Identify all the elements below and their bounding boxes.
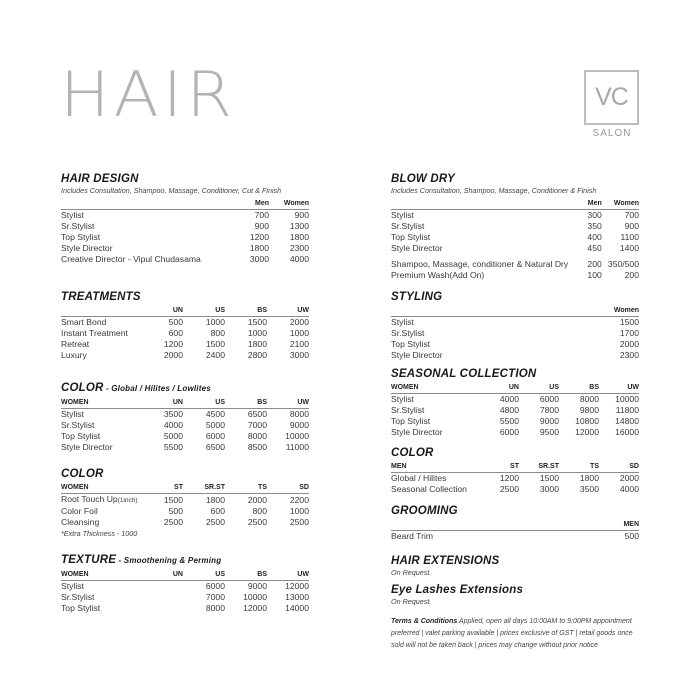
price: 1800	[289, 232, 309, 242]
table-header-row	[391, 306, 639, 317]
service-name: Stylist	[391, 394, 414, 404]
grooming-table	[391, 520, 639, 542]
column-header: WOMEN	[61, 483, 141, 494]
price: 1800	[247, 339, 267, 349]
price: 6000	[205, 581, 225, 591]
table-row	[391, 210, 639, 222]
column-header: UN	[141, 570, 183, 581]
section-hair-design	[61, 172, 309, 265]
column-header: UW	[267, 306, 309, 317]
column-header: BS	[225, 306, 267, 317]
price: 1800	[579, 473, 599, 483]
price: 2800	[247, 350, 267, 360]
service-name: Sr.Stylist	[391, 328, 425, 338]
price: 2500	[163, 517, 183, 527]
price: 900	[254, 221, 269, 231]
section-styling	[391, 290, 639, 361]
service-name: Stylist	[391, 317, 414, 327]
color-global-table	[61, 398, 309, 453]
section-texture	[61, 553, 309, 614]
column-header: Women	[269, 199, 309, 210]
price: 3500	[163, 409, 183, 419]
column-header: BS	[559, 383, 599, 394]
service-name: Top Stylist	[61, 232, 101, 242]
table-row	[61, 506, 309, 517]
service-name: Sr.Stylist	[61, 592, 95, 602]
column-header	[391, 306, 589, 317]
column-header: US	[183, 306, 225, 317]
price: 14800	[615, 416, 639, 426]
service-name: Sr.Stylist	[61, 420, 95, 430]
price: 500	[168, 506, 183, 516]
column-header	[61, 199, 229, 210]
table-row	[391, 350, 639, 361]
table-header-row	[61, 199, 309, 210]
service-name: Top Stylist	[391, 339, 431, 349]
price: 350	[587, 221, 602, 231]
column-header: UN	[141, 398, 183, 409]
column-header	[391, 199, 568, 210]
table-header-row	[61, 398, 309, 409]
service-name: Style Director	[391, 350, 443, 360]
price: 14000	[285, 603, 309, 613]
column-header: BS	[225, 398, 267, 409]
price: 11000	[285, 442, 309, 452]
section-title: Eye Lashes Extensions	[391, 584, 524, 596]
service-name: Style Director	[391, 427, 443, 437]
column-header: UW	[599, 383, 639, 394]
price: 200	[624, 270, 639, 280]
service-name: Instant Treatment	[61, 328, 128, 338]
section-color-men	[391, 446, 639, 495]
terms-label: Terms & Conditions	[391, 618, 458, 625]
section-title	[61, 381, 309, 396]
service-name: Seasonal Collection	[391, 484, 467, 494]
service-name: Sr.Stylist	[61, 221, 95, 231]
price: 2500	[247, 517, 267, 527]
price: 10000	[285, 431, 309, 441]
service-name: Top Stylist	[61, 603, 101, 613]
price: 10800	[575, 416, 599, 426]
service-label: Root Touch Up	[61, 494, 118, 504]
service-name: Luxury	[61, 350, 87, 360]
table-row	[61, 328, 309, 339]
price: 12000	[285, 581, 309, 591]
price: 900	[294, 210, 309, 220]
section-subtitle: - Smoothening & Perming	[116, 556, 222, 565]
price: 9500	[539, 427, 559, 437]
table-header-row	[61, 306, 309, 317]
price: 300	[587, 210, 602, 220]
section-title: TREATMENTS	[61, 291, 141, 303]
column-header: UN	[141, 306, 183, 317]
price: 2000	[619, 473, 639, 483]
column-header: UW	[267, 570, 309, 581]
price: 1000	[289, 328, 309, 338]
service-name: Beard Trim	[391, 531, 434, 541]
table-row	[391, 243, 639, 254]
table-row	[61, 431, 309, 442]
service-name: Stylist	[61, 210, 84, 220]
section-note: On Request.	[391, 568, 432, 577]
price: 2400	[205, 350, 225, 360]
price: 12000	[575, 427, 599, 437]
seasonal-table	[391, 383, 639, 438]
section-title: COLOR	[391, 447, 434, 459]
table-row	[61, 350, 309, 361]
price: 5500	[163, 442, 183, 452]
price: 800	[252, 506, 267, 516]
price: 5000	[205, 420, 225, 430]
table-row	[391, 416, 639, 427]
column-header: UW	[267, 398, 309, 409]
price: 8500	[247, 442, 267, 452]
service-name: Style Director	[61, 442, 113, 452]
price: 1400	[619, 243, 639, 253]
styling-table	[391, 306, 639, 361]
section-color-women	[61, 467, 309, 539]
column-header	[61, 306, 141, 317]
price: 8000	[289, 409, 309, 419]
price: 2300	[619, 350, 639, 360]
column-header: SD	[599, 462, 639, 473]
section-note: Includes Consultation, Shampoo, Massage, Conditioner, Cut & Finish	[61, 186, 282, 195]
price: 600	[168, 328, 183, 338]
price: 4000	[163, 420, 183, 430]
price: 7000	[205, 592, 225, 602]
column-header: WOMEN	[61, 398, 141, 409]
column-header: Women	[602, 199, 639, 210]
table-header-row	[391, 520, 639, 531]
table-row	[61, 243, 309, 254]
price: 2500	[499, 484, 519, 494]
price: 800	[210, 328, 225, 338]
table-row	[61, 420, 309, 431]
price: 450	[587, 243, 602, 253]
service-name: Top Stylist	[391, 416, 431, 426]
column-header: BS	[225, 570, 267, 581]
price: 1200	[499, 473, 519, 483]
column-header	[391, 520, 589, 531]
price: 1300	[289, 221, 309, 231]
price: 600	[210, 506, 225, 516]
color-women-table	[61, 483, 309, 528]
service-name: Smart Bond	[61, 317, 107, 327]
table-row	[391, 317, 639, 329]
price: 500	[168, 317, 183, 327]
price: 700	[624, 210, 639, 220]
price	[141, 581, 183, 593]
section-title: SEASONAL COLLECTION	[391, 368, 537, 380]
service-name: Top Stylist	[61, 431, 101, 441]
column-header: TS	[559, 462, 599, 473]
column-header: WOMEN	[61, 570, 141, 581]
price: 2000	[289, 317, 309, 327]
price: 6000	[539, 394, 559, 404]
price: 5000	[163, 431, 183, 441]
price: 1000	[247, 328, 267, 338]
price: 6000	[499, 427, 519, 437]
service-qualifier: (1inch)	[117, 497, 138, 504]
service-name: Cleansing	[61, 517, 100, 527]
terms-text: Applied, open all days 10:00AM to 9:00PM appointment preferred | valet parking available | prices exclusive of GST | retail goods once sold will not be taken back | prices may change without prior notice	[391, 618, 633, 649]
price: 1500	[619, 317, 639, 327]
section-note: On Request.	[391, 597, 432, 606]
table-row	[391, 339, 639, 350]
price: 2000	[163, 350, 183, 360]
table-row	[391, 473, 639, 485]
section-title: STYLING	[391, 291, 443, 303]
table-header-row	[391, 462, 639, 473]
column-header: TS	[225, 483, 267, 494]
price: 200	[587, 259, 602, 269]
table-row	[391, 427, 639, 438]
section-grooming	[391, 504, 639, 542]
price: 900	[624, 221, 639, 231]
table-row	[391, 259, 639, 270]
texture-table	[61, 570, 309, 614]
table-row	[61, 442, 309, 453]
table-row	[391, 232, 639, 243]
price: 9000	[539, 416, 559, 426]
service-name: Sr.Stylist	[391, 221, 425, 231]
table-row	[61, 494, 309, 507]
price: 4000	[289, 254, 309, 264]
section-title: GROOMING	[391, 505, 458, 517]
price: 1500	[247, 317, 267, 327]
price: 8000	[247, 431, 267, 441]
service-name: Premium Wash(Add On)	[391, 270, 485, 280]
price: 100	[587, 270, 602, 280]
column-header: SR.ST	[519, 462, 559, 473]
table-row	[61, 603, 309, 614]
price: 5500	[499, 416, 519, 426]
table-row	[61, 592, 309, 603]
section-subtitle: - Global / Hilites / Lowlites	[103, 384, 211, 393]
price: 3000	[249, 254, 269, 264]
price: 700	[254, 210, 269, 220]
table-row	[61, 409, 309, 421]
table-row	[391, 394, 639, 406]
column-header: Women	[589, 306, 639, 317]
table-row	[61, 581, 309, 593]
price: 2000	[247, 494, 267, 505]
treatments-table	[61, 306, 309, 361]
service-name: Stylist	[61, 581, 84, 591]
service-name: Sr.Stylist	[391, 405, 425, 415]
column-header: ST	[141, 483, 183, 494]
price: 4000	[619, 484, 639, 494]
price: 9000	[247, 581, 267, 591]
price: 7000	[247, 420, 267, 430]
footnote: *Extra Thickness - 1000	[61, 529, 138, 538]
price: 500	[624, 531, 639, 541]
price: 11800	[615, 405, 639, 415]
column-header: ST	[479, 462, 519, 473]
service-name: Color Foil	[61, 506, 98, 516]
price: 2000	[619, 339, 639, 349]
price: 1800	[205, 494, 225, 505]
column-header: Men	[568, 199, 602, 210]
price: 1100	[620, 232, 639, 242]
price: 400	[587, 232, 602, 242]
blow-dry-table	[391, 199, 639, 281]
column-header: SR.ST	[183, 483, 225, 494]
section-title-main: COLOR	[61, 382, 104, 394]
price: 2300	[289, 243, 309, 253]
price	[141, 603, 183, 614]
price: 350/500	[607, 259, 639, 269]
price: 4000	[499, 394, 519, 404]
price: 2500	[205, 517, 225, 527]
color-men-table	[391, 462, 639, 495]
price: 10000	[615, 394, 639, 404]
section-title: BLOW DRY	[391, 173, 455, 185]
table-row	[61, 221, 309, 232]
price: 2100	[289, 339, 309, 349]
price: 3500	[579, 484, 599, 494]
price: 4800	[499, 405, 519, 415]
page-title: HAIR	[60, 57, 237, 132]
table-row	[61, 232, 309, 243]
price: 1200	[163, 339, 183, 349]
terms-and-conditions	[391, 616, 641, 652]
price: 13000	[285, 592, 309, 602]
price: 9800	[579, 405, 599, 415]
column-header: UN	[479, 383, 519, 394]
table-row	[61, 517, 309, 528]
service-name: Creative Director - Vipul Chudasama	[61, 254, 201, 264]
section-note: Includes Consultation, Shampoo, Massage, Conditioner & Finish	[391, 186, 597, 195]
service-name: Global / Hilites	[391, 473, 447, 483]
table-header-row	[391, 199, 639, 210]
column-header: MEN	[589, 520, 639, 531]
service-name: Retreat	[61, 339, 90, 349]
hair-design-table	[61, 199, 309, 265]
table-header-row	[61, 483, 309, 494]
table-header-row	[391, 383, 639, 394]
table-row	[391, 221, 639, 232]
price: 3000	[289, 350, 309, 360]
price: 6000	[205, 431, 225, 441]
price: 12000	[243, 603, 267, 613]
price: 7800	[539, 405, 559, 415]
section-hair-extensions	[391, 554, 639, 578]
section-treatments	[61, 290, 309, 361]
column-header: US	[183, 398, 225, 409]
price: 2200	[289, 494, 309, 505]
column-header: WOMEN	[391, 383, 479, 394]
logo-subtitle: SALON	[592, 128, 632, 139]
table-row	[61, 339, 309, 350]
section-title	[61, 553, 309, 568]
price: 6500	[247, 409, 267, 419]
service-name: Top Stylist	[391, 232, 431, 242]
column-header: US	[183, 570, 225, 581]
table-row	[61, 254, 309, 265]
price: 4500	[205, 409, 225, 419]
price: 1000	[205, 317, 225, 327]
table-header-row	[61, 570, 309, 581]
price: 1700	[619, 328, 639, 338]
service-name	[61, 494, 141, 507]
salon-logo	[584, 70, 640, 139]
price: 1500	[163, 494, 183, 505]
section-title-main: TEXTURE	[61, 554, 117, 566]
price: 1500	[539, 473, 559, 483]
section-color-global	[61, 381, 309, 453]
table-row	[61, 317, 309, 329]
column-header: US	[519, 383, 559, 394]
price: 10000	[243, 592, 267, 602]
column-header: Men	[229, 199, 269, 210]
section-seasonal-collection	[391, 367, 639, 438]
price: 1000	[289, 506, 309, 516]
table-row	[61, 210, 309, 222]
price: 9000	[289, 420, 309, 430]
service-name: Stylist	[391, 210, 414, 220]
service-name: Style Director	[61, 243, 113, 253]
section-title: COLOR	[61, 468, 104, 480]
price: 6500	[205, 442, 225, 452]
section-blow-dry	[391, 172, 639, 281]
service-name: Style Director	[391, 243, 443, 253]
price: 2500	[289, 517, 309, 527]
price: 1500	[205, 339, 225, 349]
table-row	[391, 328, 639, 339]
price: 1200	[249, 232, 269, 242]
section-eyelash-extensions	[391, 583, 639, 607]
logo-monogram: VC	[584, 70, 639, 125]
price: 16000	[615, 427, 639, 437]
table-row	[391, 405, 639, 416]
price: 3000	[539, 484, 559, 494]
table-row	[391, 531, 639, 543]
table-row	[391, 270, 639, 281]
price: 8000	[205, 603, 225, 613]
price	[141, 592, 183, 603]
section-title: HAIR DESIGN	[61, 173, 139, 185]
table-row	[391, 484, 639, 495]
column-header: SD	[267, 483, 309, 494]
column-header: MEN	[391, 462, 479, 473]
price: 1800	[249, 243, 269, 253]
price: 8000	[579, 394, 599, 404]
service-name: Shampoo, Massage, conditioner & Natural Dry	[391, 259, 569, 269]
section-title: HAIR EXTENSIONS	[391, 555, 500, 567]
service-name: Stylist	[61, 409, 84, 419]
